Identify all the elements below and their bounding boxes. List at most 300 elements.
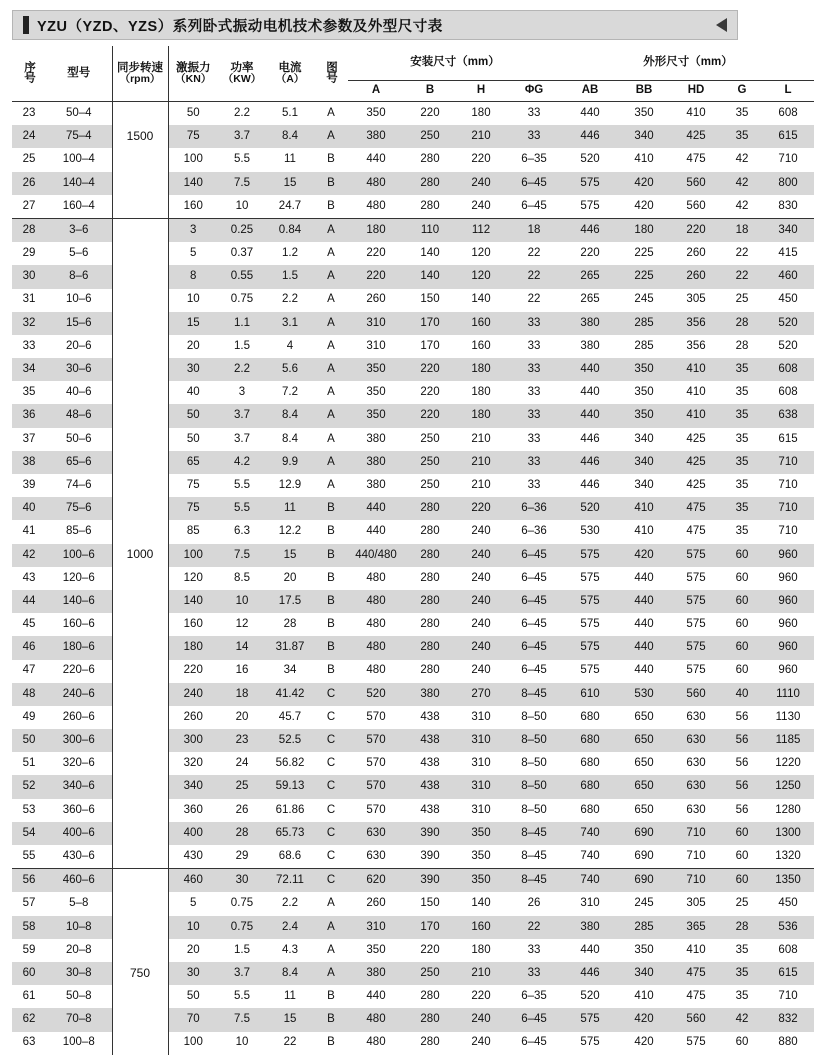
cell-H: 310	[471, 757, 491, 770]
cell-power: 26	[235, 803, 249, 816]
cell-figure: B	[314, 1008, 348, 1031]
cell-force: 220	[183, 664, 203, 677]
cell-BB: 410	[618, 497, 670, 520]
cell-speed	[112, 822, 168, 845]
cell-G: 25	[735, 293, 749, 306]
cell-PhiG: 8–50	[521, 803, 547, 816]
cell-G: 22	[722, 265, 762, 288]
cell-HD: 630	[686, 757, 706, 770]
cell-speed	[112, 985, 168, 1008]
cell-G: 42	[722, 172, 762, 195]
cell-HD: 305	[686, 897, 706, 910]
cell-PhiG: 8–45	[521, 849, 547, 862]
cell-B: 280	[420, 1036, 440, 1049]
cell-HD: 575	[686, 664, 706, 677]
cell-A: 570	[366, 803, 386, 816]
cell-HD: 630	[686, 710, 706, 723]
cell-figure: B	[327, 618, 335, 631]
cell-speed	[112, 381, 168, 404]
cell-index: 53	[22, 803, 36, 816]
cell-speed	[112, 148, 168, 171]
cell-HD: 575	[670, 544, 722, 567]
cell-A: 570	[348, 729, 404, 752]
cell-L: 960	[762, 590, 814, 613]
cell-figure: A	[327, 106, 335, 119]
cell-BB: 350	[618, 404, 670, 427]
table-row	[12, 312, 814, 335]
cell-B: 150	[420, 897, 440, 910]
cell-BB: 340	[634, 478, 654, 491]
cell-index: 60	[12, 962, 46, 985]
cell-AB: 575	[562, 1008, 618, 1031]
cell-A: 380	[366, 432, 386, 445]
cell-model: 30–8	[46, 962, 112, 985]
cell-current: 2.4	[266, 916, 314, 939]
cell-L: 960	[778, 618, 798, 631]
cell-power: 28	[218, 822, 266, 845]
cell-power: 10	[235, 1036, 249, 1049]
cell-AB: 575	[562, 544, 618, 567]
cell-speed	[112, 474, 168, 497]
cell-force: 10	[168, 916, 218, 939]
cell-figure: A	[314, 312, 348, 335]
table-row	[12, 799, 814, 822]
cell-AB: 740	[562, 822, 618, 845]
cell-model: 460–6	[46, 869, 112, 893]
cell-index: 45	[22, 618, 36, 631]
table-row	[12, 613, 814, 636]
cell-G: 18	[722, 218, 762, 242]
cell-G: 22	[735, 247, 749, 260]
cell-model: 140–6	[46, 590, 112, 613]
cell-B: 280	[404, 172, 456, 195]
cell-BB: 350	[618, 358, 670, 381]
cell-figure: A	[314, 358, 348, 381]
cell-PhiG: 6–36	[506, 497, 562, 520]
cell-force: 140	[168, 172, 218, 195]
table-row	[12, 916, 814, 939]
cell-index: 35	[22, 386, 36, 399]
cell-B: 390	[404, 869, 456, 893]
cell-H: 240	[471, 1036, 491, 1049]
cell-model: 50–6	[65, 432, 92, 445]
cell-BB: 410	[634, 525, 654, 538]
cell-PhiG: 33	[506, 312, 562, 335]
cell-speed	[112, 1008, 168, 1031]
cell-index: 25	[22, 153, 36, 166]
cell-A: 310	[366, 339, 386, 352]
cell-power: 3.7	[218, 962, 266, 985]
cell-G: 35	[722, 962, 762, 985]
cell-L: 415	[778, 247, 798, 260]
cell-HD: 475	[686, 153, 706, 166]
cell-power: 3.7	[218, 125, 266, 148]
cell-PhiG: 33	[506, 358, 562, 381]
cell-G: 60	[735, 664, 749, 677]
cell-A: 570	[366, 710, 386, 723]
cell-AB: 446	[562, 451, 618, 474]
cell-PhiG: 33	[506, 451, 562, 474]
cell-H: 240	[471, 199, 491, 212]
cell-AB: 680	[580, 803, 600, 816]
cell-HD: 410	[686, 386, 706, 399]
cell-HD: 410	[670, 358, 722, 381]
cell-BB: 340	[618, 451, 670, 474]
cell-force: 460	[168, 869, 218, 893]
cell-model: 220–6	[62, 664, 95, 677]
cell-AB: 446	[562, 962, 618, 985]
th-speed: 同步转速 （rpm）	[112, 46, 168, 102]
th-group-install: 安装尺寸（mm）	[348, 46, 562, 81]
cell-power: 20	[235, 710, 249, 723]
cell-A: 570	[366, 757, 386, 770]
cell-current: 22	[283, 1036, 297, 1049]
table-row	[12, 102, 814, 126]
cell-L: 960	[762, 544, 814, 567]
cell-BB: 340	[618, 962, 670, 985]
cell-HD: 575	[686, 571, 706, 584]
cell-index: 26	[12, 172, 46, 195]
cell-A: 480	[366, 1036, 386, 1049]
cell-B: 250	[404, 451, 456, 474]
cell-model: 100–4	[62, 153, 95, 166]
cell-B: 390	[420, 849, 440, 862]
cell-H: 180	[471, 386, 491, 399]
cell-model: 400–6	[46, 822, 112, 845]
table-row	[12, 962, 814, 985]
cell-BB: 650	[618, 775, 670, 798]
cell-B: 280	[420, 618, 440, 631]
cell-G: 60	[722, 822, 762, 845]
cell-power: 2.2	[234, 106, 250, 119]
cell-index: 52	[12, 775, 46, 798]
cell-G: 28	[722, 312, 762, 335]
cell-AB: 265	[580, 293, 600, 306]
cell-index: 42	[12, 544, 46, 567]
cell-speed	[112, 939, 168, 962]
cell-BB: 245	[634, 897, 654, 910]
cell-H: 180	[456, 358, 506, 381]
cell-L: 460	[762, 265, 814, 288]
cell-G: 60	[722, 590, 762, 613]
cell-A: 440	[366, 153, 386, 166]
cell-B: 150	[420, 293, 440, 306]
cell-index: 23	[22, 106, 36, 119]
cell-power: 2.2	[218, 358, 266, 381]
cell-figure: B	[314, 172, 348, 195]
cell-HD: 475	[686, 525, 706, 538]
cell-A: 440/480	[348, 544, 404, 567]
cell-H: 120	[471, 247, 491, 260]
cell-power: 3.7	[234, 432, 250, 445]
cell-A: 310	[348, 916, 404, 939]
cell-G: 35	[722, 497, 762, 520]
cell-index: 55	[22, 849, 36, 862]
cell-A: 480	[366, 571, 386, 584]
cell-G: 35	[735, 386, 749, 399]
cell-BB: 285	[618, 312, 670, 335]
cell-PhiG: 8–45	[506, 683, 562, 706]
cell-L: 615	[778, 432, 798, 445]
cell-speed	[112, 195, 168, 219]
cell-power: 18	[218, 683, 266, 706]
cell-AB: 440	[562, 404, 618, 427]
cell-L: 800	[762, 172, 814, 195]
cell-current: 2.2	[282, 293, 298, 306]
cell-B: 140	[420, 247, 440, 260]
cell-BB: 650	[618, 729, 670, 752]
cell-force: 120	[183, 571, 203, 584]
cell-force: 75	[168, 497, 218, 520]
cell-model: 48–6	[46, 404, 112, 427]
cell-PhiG: 6–45	[506, 544, 562, 567]
cell-model: 65–6	[46, 451, 112, 474]
cell-AB: 680	[580, 757, 600, 770]
table-row	[12, 497, 814, 520]
cell-G: 35	[722, 404, 762, 427]
cell-figure: A	[327, 247, 335, 260]
cell-power: 16	[235, 664, 249, 677]
cell-PhiG: 18	[506, 218, 562, 242]
cell-current: 31.87	[266, 636, 314, 659]
cell-HD: 410	[670, 404, 722, 427]
cell-model: 180–6	[46, 636, 112, 659]
cell-figure: A	[314, 962, 348, 985]
cell-speed	[112, 335, 168, 358]
cell-model: 50–8	[65, 990, 92, 1003]
cell-PhiG: 8–45	[506, 822, 562, 845]
cell-H: 220	[471, 990, 491, 1003]
cell-power: 7.5	[218, 544, 266, 567]
table-row	[12, 242, 814, 265]
cell-HD: 630	[670, 729, 722, 752]
cell-AB: 610	[562, 683, 618, 706]
th-H: H	[456, 81, 506, 102]
cell-current: 34	[283, 664, 297, 677]
cell-H: 310	[471, 710, 491, 723]
cell-index: 32	[12, 312, 46, 335]
cell-L: 450	[778, 897, 798, 910]
cell-HD: 260	[686, 247, 706, 260]
cell-figure: C	[326, 803, 336, 816]
cell-HD: 560	[670, 172, 722, 195]
cell-current: 4.3	[282, 943, 298, 956]
cell-G: 35	[722, 451, 762, 474]
cell-BB: 440	[618, 636, 670, 659]
cell-force: 20	[186, 943, 200, 956]
cell-B: 280	[420, 571, 440, 584]
cell-power: 30	[218, 869, 266, 893]
cell-PhiG: 33	[527, 386, 541, 399]
cell-L: 710	[778, 990, 798, 1003]
cell-PhiG: 33	[527, 478, 541, 491]
cell-speed	[112, 404, 168, 427]
cell-L: 608	[778, 943, 798, 956]
cell-B: 438	[404, 775, 456, 798]
cell-force: 360	[183, 803, 203, 816]
cell-speed	[112, 218, 168, 242]
cell-model: 100–6	[46, 544, 112, 567]
cell-AB: 440	[562, 358, 618, 381]
cell-current: 20	[283, 571, 297, 584]
cell-force: 240	[168, 683, 218, 706]
cell-H: 160	[456, 312, 506, 335]
cell-current: 65.73	[266, 822, 314, 845]
cell-G: 40	[722, 683, 762, 706]
cell-force: 30	[168, 358, 218, 381]
cell-AB: 575	[580, 1036, 600, 1049]
cell-G: 25	[735, 897, 749, 910]
cell-model: 160–6	[62, 618, 95, 631]
cell-model: 140–4	[46, 172, 112, 195]
th-figure: 图号	[314, 46, 348, 102]
table-row	[12, 289, 814, 312]
cell-power: 14	[218, 636, 266, 659]
cell-current: 7.2	[282, 386, 298, 399]
cell-force: 50	[186, 106, 200, 119]
table-row	[12, 358, 814, 381]
cell-BB: 350	[634, 943, 654, 956]
cell-speed	[112, 567, 168, 590]
cell-figure: B	[327, 664, 335, 677]
cell-speed	[112, 312, 168, 335]
cell-speed	[112, 845, 168, 869]
cell-model: 5–6	[69, 247, 89, 260]
cell-power: 5.5	[234, 478, 250, 491]
table-row	[12, 683, 814, 706]
th-force: 激振力 （KN）	[168, 46, 218, 102]
cell-current: 28	[283, 618, 297, 631]
cell-figure: A	[314, 451, 348, 474]
table-row	[12, 218, 814, 242]
cell-current: 59.13	[266, 775, 314, 798]
table-row	[12, 148, 814, 171]
cell-index: 36	[12, 404, 46, 427]
cell-power: 0.55	[218, 265, 266, 288]
cell-model: 75–6	[46, 497, 112, 520]
cell-speed	[112, 613, 168, 636]
cell-power: 0.37	[230, 247, 254, 260]
cell-A: 350	[366, 943, 386, 956]
cell-index: 30	[12, 265, 46, 288]
cell-speed	[112, 775, 168, 798]
triangle-icon	[716, 18, 727, 32]
cell-index: 46	[12, 636, 46, 659]
cell-power: 12	[235, 618, 249, 631]
cell-speed	[112, 916, 168, 939]
cell-H: 210	[456, 451, 506, 474]
cell-HD: 560	[686, 199, 706, 212]
cell-PhiG: 6–35	[521, 990, 547, 1003]
cell-H: 240	[471, 525, 491, 538]
cell-model: 74–6	[65, 478, 92, 491]
cell-B: 280	[420, 153, 440, 166]
cell-index: 41	[22, 525, 36, 538]
cell-force: 30	[168, 962, 218, 985]
cell-figure: A	[327, 386, 335, 399]
cell-index: 37	[22, 432, 36, 445]
cell-force: 430	[183, 849, 203, 862]
cell-AB: 446	[580, 478, 600, 491]
cell-A: 570	[348, 775, 404, 798]
cell-figure: A	[327, 293, 335, 306]
cell-power: 25	[218, 775, 266, 798]
cell-figure: A	[314, 125, 348, 148]
cell-B: 280	[404, 497, 456, 520]
cell-B: 438	[420, 710, 440, 723]
cell-index: 49	[22, 710, 36, 723]
cell-speed	[112, 1032, 168, 1055]
cell-HD: 475	[670, 962, 722, 985]
cell-speed	[112, 706, 168, 729]
cell-power: 3.7	[218, 404, 266, 427]
cell-B: 170	[404, 916, 456, 939]
cell-figure: B	[327, 525, 335, 538]
cell-figure: B	[314, 544, 348, 567]
cell-force: 50	[186, 990, 200, 1003]
cell-L: 960	[778, 571, 798, 584]
cell-force: 15	[168, 312, 218, 335]
cell-force: 50	[168, 404, 218, 427]
cell-H: 240	[471, 618, 491, 631]
cell-figure: B	[327, 199, 335, 212]
cell-L: 340	[762, 218, 814, 242]
cell-power: 3	[238, 386, 246, 399]
cell-current: 12.2	[278, 525, 302, 538]
cell-A: 380	[366, 478, 386, 491]
cell-L: 1350	[762, 869, 814, 893]
cell-A: 480	[348, 590, 404, 613]
cell-G: 42	[735, 153, 749, 166]
table-row	[12, 636, 814, 659]
cell-speed	[112, 428, 168, 451]
cell-BB: 350	[634, 386, 654, 399]
cell-AB: 520	[562, 497, 618, 520]
cell-A: 440	[348, 497, 404, 520]
cell-G: 35	[735, 943, 749, 956]
cell-force: 5	[190, 247, 197, 260]
cell-L: 615	[762, 962, 814, 985]
cell-speed	[112, 799, 168, 822]
cell-PhiG: 8–45	[506, 869, 562, 893]
cell-G: 28	[735, 339, 749, 352]
cell-model: 75–4	[46, 125, 112, 148]
cell-force: 50	[186, 432, 200, 445]
cell-PhiG: 8–50	[521, 710, 547, 723]
table-row	[12, 845, 814, 869]
cell-HD: 560	[670, 683, 722, 706]
cell-BB: 180	[618, 218, 670, 242]
cell-L: 710	[778, 153, 798, 166]
cell-figure: A	[314, 265, 348, 288]
cell-power: 7.5	[218, 1008, 266, 1031]
cell-L: 710	[762, 497, 814, 520]
cell-force: 300	[168, 729, 218, 752]
cell-figure: B	[327, 990, 335, 1003]
cell-force: 40	[186, 386, 200, 399]
cell-L: 450	[778, 293, 798, 306]
cell-HD: 425	[686, 478, 706, 491]
cell-L: 960	[762, 636, 814, 659]
cell-current: 11	[266, 497, 314, 520]
table-row	[12, 1032, 814, 1055]
cell-current: 5.6	[266, 358, 314, 381]
table-row	[12, 892, 814, 915]
table-row	[12, 195, 814, 219]
cell-current: 4	[286, 339, 294, 352]
cell-speed	[112, 289, 168, 312]
table-row	[12, 590, 814, 613]
